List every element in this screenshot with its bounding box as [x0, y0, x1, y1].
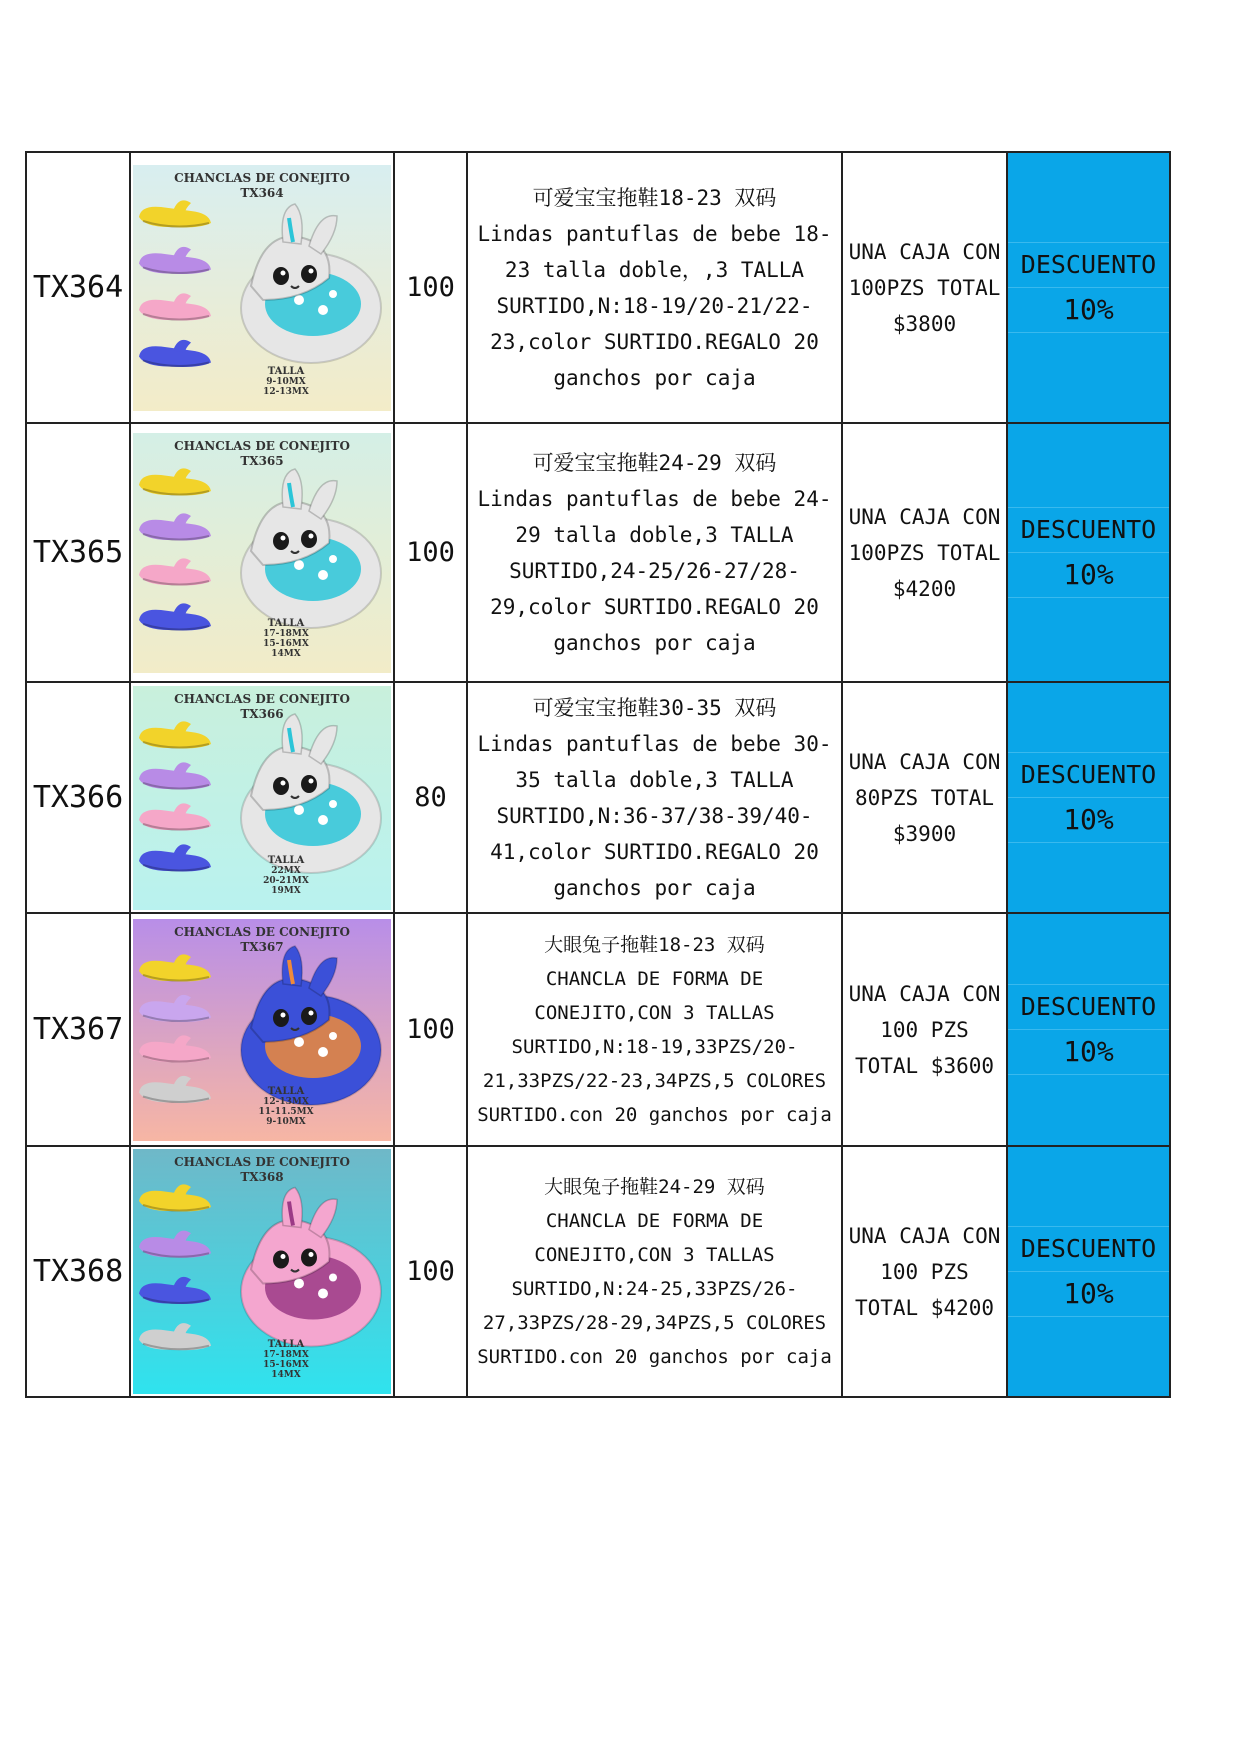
quantity: 80 [414, 782, 447, 813]
description-line: 23,color SURTIDO.REGALO 20 [490, 329, 819, 354]
photo-title [133, 171, 391, 201]
description-cell [467, 152, 842, 423]
description-line: 大眼兔子拖鞋24-29 双码 [544, 1175, 765, 1198]
box-info-line: 100 PZS [880, 1259, 969, 1284]
description-cell [467, 913, 842, 1146]
description-line: CHANCLA DE FORMA DE [545, 967, 764, 990]
description-cell [467, 682, 842, 913]
description-line: 21,33PZS/22-23,34PZS,5 COLORES [482, 1069, 827, 1092]
box-info-line: UNA CAJA CON [848, 1223, 1001, 1248]
description-line: SURTIDO.con 20 ganchos por caja [477, 1345, 832, 1368]
size-chart [251, 619, 321, 659]
description-line: SURTIDO,24-25/26-27/28- [509, 558, 800, 583]
description-line: 27,33PZS/28-29,34PZS,5 COLORES [482, 1311, 827, 1334]
box-info-line: UNA CAJA CON [848, 981, 1001, 1006]
size-chart-label: TALLA [267, 365, 305, 377]
size-label: 9-10MX [266, 1116, 306, 1127]
size-label: 11-11.5MX [258, 1106, 314, 1117]
photo-title-text: CHANCLAS DE CONEJITO [174, 691, 350, 706]
discount-label: DESCUENTO [1008, 507, 1169, 553]
description-line: SURTIDO,N:18-19/20-21/22- [496, 293, 813, 318]
size-chart-label: TALLA [267, 854, 305, 866]
size-label: 12-13MX [263, 386, 309, 397]
description-line: 可爱宝宝拖鞋18-23 双码 [532, 185, 777, 210]
photo-title-text: CHANCLAS DE CONEJITO [174, 438, 350, 453]
quantity-cell [394, 423, 467, 682]
quantity: 100 [406, 1256, 455, 1287]
product-image-cell [130, 152, 394, 423]
box-info-line: 80PZS TOTAL [854, 785, 995, 810]
product-photo [133, 433, 391, 673]
description-line: CHANCLA DE FORMA DE [545, 1209, 764, 1232]
discount-label: DESCUENTO [1008, 1226, 1169, 1272]
product-image-cell [130, 1146, 394, 1397]
quantity-cell [394, 913, 467, 1146]
size-label: 20-21MX [263, 875, 309, 886]
box-info-line: UNA CAJA CON [848, 749, 1001, 774]
quantity-cell [394, 682, 467, 913]
description-line: ganchos por caja [553, 630, 756, 655]
product-photo [133, 1149, 391, 1394]
product-photo [133, 686, 391, 910]
product-code: TX368 [32, 1254, 124, 1289]
product-code: TX366 [32, 780, 124, 815]
photo-code-text: TX368 [240, 1170, 284, 1184]
description-line: 可爱宝宝拖鞋24-29 双码 [532, 450, 777, 475]
table-row [26, 913, 1170, 1146]
discount-cell [1007, 682, 1170, 913]
discount-percent: 10% [1008, 1272, 1169, 1317]
quantity: 100 [406, 272, 455, 303]
description-line: 29 talla doble,3 TALLA [515, 522, 794, 547]
size-label: 17-18MX [263, 628, 309, 639]
quantity: 100 [406, 1014, 455, 1045]
box-info-cell [842, 913, 1007, 1146]
photo-title-text: CHANCLAS DE CONEJITO [174, 170, 350, 185]
size-label: 14MX [271, 648, 301, 659]
size-label: 14MX [271, 1370, 301, 1380]
size-label: 15-16MX [263, 638, 309, 649]
description-line: SURTIDO,N:18-19,33PZS/20- [511, 1035, 798, 1058]
description-line: SURTIDO,N:36-37/38-39/40- [496, 803, 813, 828]
size-label: 12-13MX [263, 1096, 309, 1107]
product-image-cell [130, 423, 394, 682]
description-line: Lindas pantuflas de bebe 30- [477, 731, 832, 756]
product-photo [133, 165, 391, 411]
description-line: CONEJITO,CON 3 TALLAS [534, 1243, 775, 1266]
photo-title-text: CHANCLAS DE CONEJITO [174, 924, 350, 939]
product-code: TX367 [32, 1012, 124, 1047]
discount-cell [1007, 423, 1170, 682]
photo-code-text: TX367 [240, 939, 284, 954]
discount-cell [1007, 152, 1170, 423]
size-chart [251, 1087, 321, 1127]
size-label: 17-18MX [263, 1350, 309, 1360]
size-chart-label: TALLA [267, 617, 305, 629]
photo-title [133, 1155, 391, 1185]
quantity-cell [394, 152, 467, 423]
size-label: 9-10MX [266, 376, 306, 387]
table-row [26, 1146, 1170, 1397]
box-info-line: 100PZS TOTAL [848, 540, 1001, 565]
box-info-line: 100PZS TOTAL [848, 275, 1001, 300]
size-chart [251, 367, 321, 397]
photo-title [133, 925, 391, 955]
description-line: 大眼兔子拖鞋18-23 双码 [544, 933, 765, 956]
box-info-line: UNA CAJA CON [848, 504, 1001, 529]
quantity-cell [394, 1146, 467, 1397]
product-image-cell [130, 913, 394, 1146]
discount-cell [1007, 1146, 1170, 1397]
box-info-line: UNA CAJA CON [848, 239, 1001, 264]
description-line: Lindas pantuflas de bebe 24- [477, 486, 832, 511]
description-line: 41,color SURTIDO.REGALO 20 [490, 839, 819, 864]
description-line: Lindas pantuflas de bebe 18- [477, 221, 832, 246]
photo-code-text: TX366 [240, 706, 284, 721]
description-line: 29,color SURTIDO.REGALO 20 [490, 594, 819, 619]
box-info-line: $4200 [892, 576, 957, 601]
product-image-cell [130, 682, 394, 913]
product-code-cell [26, 682, 130, 913]
discount-label: DESCUENTO [1008, 242, 1169, 288]
product-photo [133, 919, 391, 1141]
box-info-line: $3900 [892, 821, 957, 846]
description-line: SURTIDO.con 20 ganchos por caja [477, 1103, 832, 1126]
photo-title [133, 439, 391, 469]
description-line: 可爱宝宝拖鞋30-35 双码 [532, 695, 777, 720]
discount-percent: 10% [1008, 1030, 1169, 1075]
table-row [26, 682, 1170, 913]
size-chart-label: TALLA [267, 1339, 305, 1350]
product-code-cell [26, 152, 130, 423]
box-info-cell [842, 423, 1007, 682]
description-line: 35 talla doble,3 TALLA [515, 767, 794, 792]
product-code-cell [26, 1146, 130, 1397]
size-label: 15-16MX [263, 1360, 309, 1370]
photo-title-text: CHANCLAS DE CONEJITO [174, 1155, 350, 1169]
box-info-cell [842, 682, 1007, 913]
size-chart [251, 1340, 321, 1380]
discount-cell [1007, 913, 1170, 1146]
box-info-cell [842, 1146, 1007, 1397]
discount-label: DESCUENTO [1008, 752, 1169, 798]
description-line: 23 talla doble，,3 TALLA [504, 257, 805, 282]
size-chart-label: TALLA [267, 1085, 305, 1097]
size-chart [251, 856, 321, 896]
description-line: ganchos por caja [553, 875, 756, 900]
table-row [26, 423, 1170, 682]
product-code: TX365 [32, 535, 124, 570]
discount-percent: 10% [1008, 553, 1169, 598]
discount-label: DESCUENTO [1008, 984, 1169, 1030]
photo-code-text: TX364 [240, 185, 284, 200]
product-table [25, 151, 1171, 1398]
box-info-line: TOTAL $4200 [854, 1295, 995, 1320]
product-code-cell [26, 423, 130, 682]
description-line: ganchos por caja [553, 365, 756, 390]
photo-title [133, 692, 391, 722]
box-info-line: $3800 [892, 311, 957, 336]
box-info-line: TOTAL $3600 [854, 1053, 995, 1078]
description-line: SURTIDO,N:24-25,33PZS/26- [511, 1277, 798, 1300]
size-label: 19MX [271, 885, 301, 896]
description-line: CONEJITO,CON 3 TALLAS [534, 1001, 775, 1024]
box-info-line: 100 PZS [880, 1017, 969, 1042]
table-row [26, 152, 1170, 423]
photo-code-text: TX365 [240, 453, 284, 468]
box-info-cell [842, 152, 1007, 423]
product-code-cell [26, 913, 130, 1146]
discount-percent: 10% [1008, 288, 1169, 333]
description-cell [467, 1146, 842, 1397]
product-code: TX364 [32, 270, 124, 305]
description-cell [467, 423, 842, 682]
discount-percent: 10% [1008, 798, 1169, 843]
quantity: 100 [406, 537, 455, 568]
size-label: 22MX [271, 865, 301, 876]
